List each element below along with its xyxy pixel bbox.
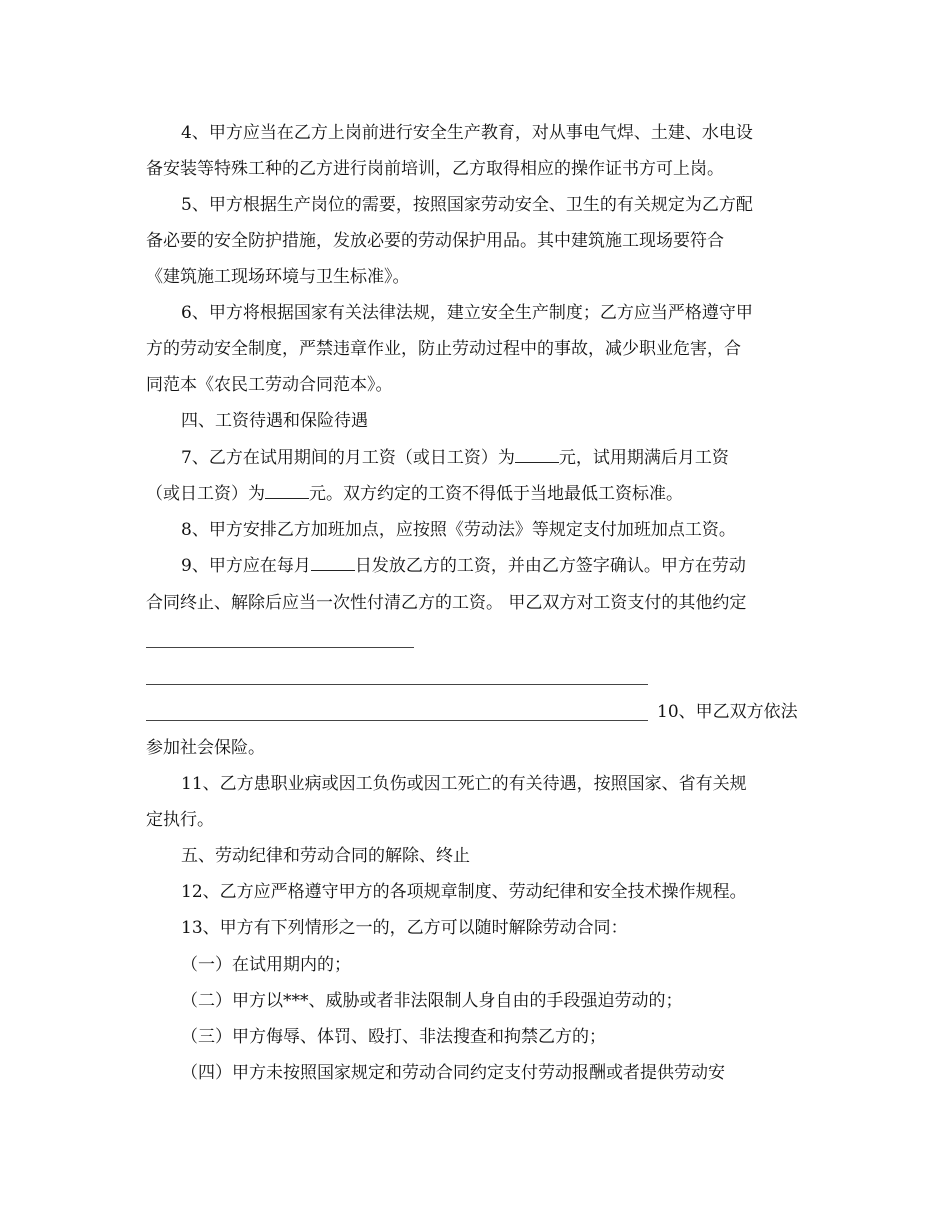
paragraph-7-line-2-text-b: 元。双方约定的工资不得低于当地最低工资标准。: [309, 484, 683, 504]
paragraph-11-line-2: 定执行。: [146, 810, 214, 830]
paragraph-7-line-1-text-b: 元，试用期满后月工资: [558, 448, 729, 468]
fill-in-line-2: [146, 684, 648, 685]
paragraph-9-line-1-text-b: 日发放乙方的工资，并由乙方签字确认。甲方在劳动: [354, 556, 746, 576]
paragraph-12: 12、乙方应严格遵守甲方的各项规章制度、劳动纪律和安全技术操作规程。: [181, 882, 747, 902]
list-item-1: （一）在试用期内的；: [181, 955, 351, 975]
fill-in-line-3: [146, 720, 648, 721]
paragraph-7-line-1: [181, 443, 729, 473]
paragraph-4-line-1: 4、甲方应当在乙方上岗前进行安全生产教育，对从事电气焊、土建、水电设: [181, 123, 753, 143]
paragraph-9-line-1-text-a: 9、甲方应在每月: [181, 556, 311, 576]
daily-wage-blank: [265, 480, 309, 499]
paragraph-5-line-2: 备必要的安全防护措施，发放必要的劳动保护用品。其中建筑施工现场要符合: [146, 231, 724, 251]
section-4-heading: 四、工资待遇和保险待遇: [181, 411, 368, 431]
paragraph-8: 8、甲方安排乙方加班加点，应按照《劳动法》等规定支付加班加点工资。: [181, 520, 736, 540]
paragraph-6-line-2: 方的劳动安全制度，严禁违章作业，防止劳动过程中的事故，减少职业危害，合: [146, 339, 741, 359]
paragraph-5-line-3: 《建筑施工现场环境与卫生标准》。: [146, 267, 410, 287]
list-item-2: （二）甲方以***、威胁或者非法限制人身自由的手段强迫劳动的；: [181, 991, 683, 1011]
paragraph-6-line-1: 6、甲方将根据国家有关法律法规，建立安全生产制度；乙方应当严格遵守甲: [181, 303, 753, 323]
paragraph-7-line-1-text-a: 7、乙方在试用期间的月工资（或日工资）为: [181, 448, 515, 468]
monthly-wage-blank: [515, 444, 559, 463]
paragraph-5-line-1: 5、甲方根据生产岗位的需要，按照国家劳动安全、卫生的有关规定为乙方配: [181, 195, 753, 215]
paragraph-9-line-1: [181, 551, 746, 581]
fill-in-line-1: [146, 647, 414, 648]
paragraph-7-line-2-text-a: （或日工资）为: [146, 484, 265, 504]
paragraph-10-line-1: 10、甲乙双方依法: [657, 702, 798, 722]
paragraph-4-line-2: 备安装等特殊工种的乙方进行岗前培训，乙方取得相应的操作证书方可上岗。: [146, 159, 724, 179]
paragraph-6-line-3: 同范本《农民工劳动合同范本》。: [146, 375, 393, 395]
paragraph-9-line-2: 合同终止、解除后应当一次性付清乙方的工资。 甲乙双方对工资支付的其他约定: [146, 593, 747, 613]
paragraph-10-line-2: 参加社会保险。: [146, 738, 265, 758]
list-item-3: （三）甲方侮辱、体罚、殴打、非法搜查和拘禁乙方的；: [181, 1027, 606, 1047]
paragraph-7-line-2: [146, 479, 683, 509]
payday-blank: [311, 552, 355, 571]
section-5-heading: 五、劳动纪律和劳动合同的解除、终止: [181, 846, 470, 866]
paragraph-13: 13、甲方有下列情形之一的，乙方可以随时解除劳动合同：: [181, 918, 628, 938]
list-item-4: （四）甲方未按照国家规定和劳动合同约定支付劳动报酬或者提供劳动安: [181, 1063, 725, 1083]
paragraph-11-line-1: 11、乙方患职业病或因工负伤或因工死亡的有关待遇，按照国家、省有关规: [181, 774, 747, 794]
